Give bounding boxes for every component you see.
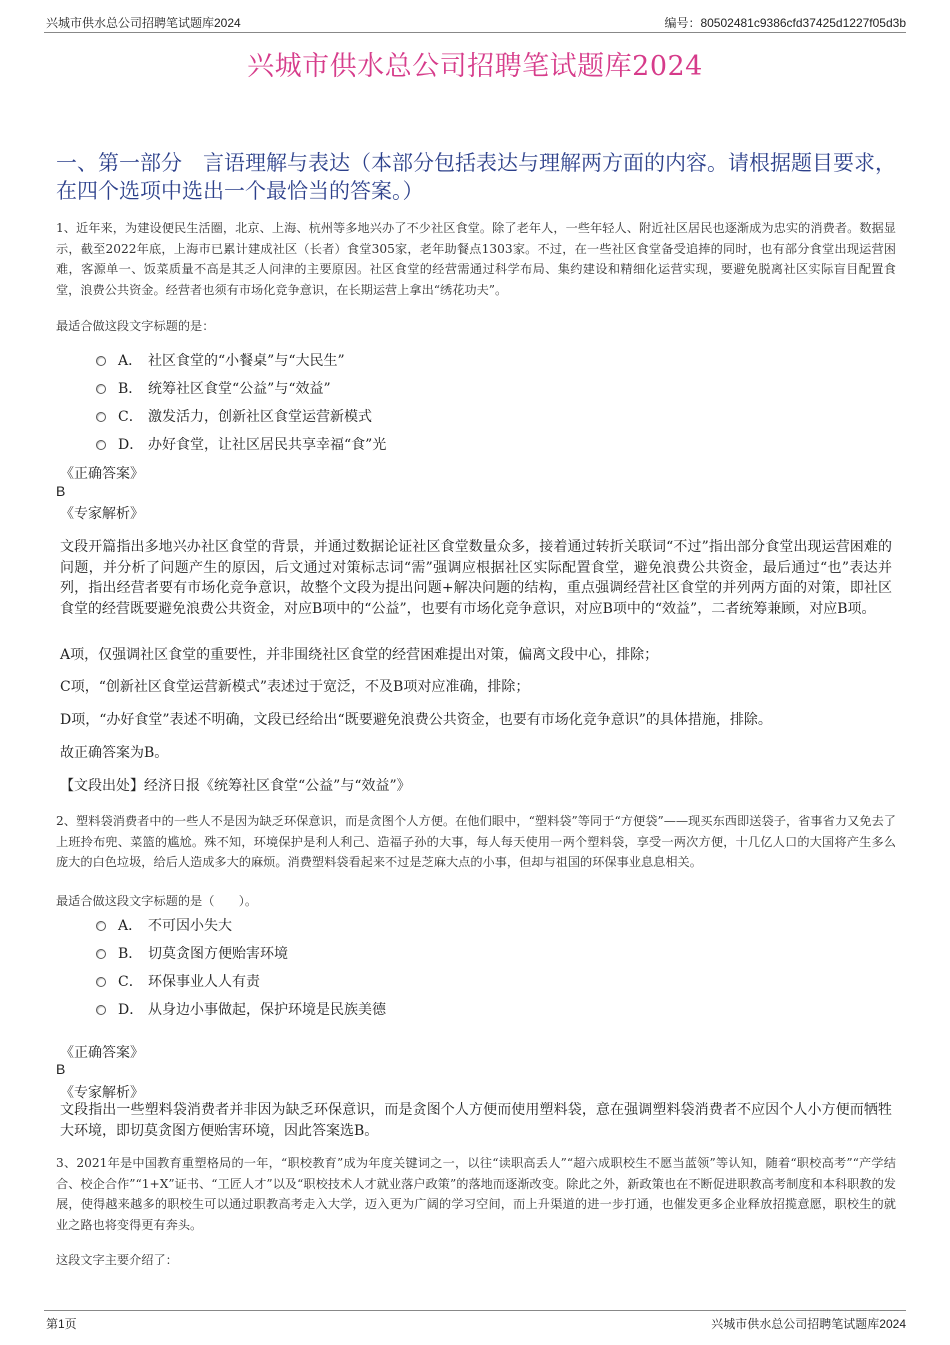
- option-letter: C．: [118, 409, 143, 425]
- section-heading: 一、第一部分 言语理解与表达（本部分包括表达与理解两方面的内容。请根据题目要求，在四个选项中选出一个最恰当的答案。）: [56, 151, 896, 203]
- footer-doc-title: 兴城市供水总公司招聘笔试题库2024: [711, 1317, 906, 1331]
- option-text: 不可因小失大: [148, 918, 232, 934]
- option-letter: D．: [118, 437, 144, 453]
- header-doc-id: 编号：80502481c9386cfd37425d1227f05d3b: [664, 16, 906, 30]
- q2-analysis-label: 《专家解析》: [60, 1085, 144, 1101]
- option-text: 统筹社区食堂“公益”与“效益”: [148, 381, 331, 397]
- footer-rule: [44, 1310, 906, 1311]
- q1-analysis-conclusion: 故正确答案为B。: [60, 745, 169, 761]
- radio-icon[interactable]: [96, 412, 106, 422]
- question-1-prompt: 最适合做这段文字标题的是：: [56, 319, 215, 333]
- question-2-text: 2、塑料袋消费者中的一些人不是因为缺乏环保意识，而是贪图个人方便。在他们眼中，“塑料袋”等同于“方便袋”——现买东西即送袋子，省事省力又免去了上班拎布兜、菜篮的尴尬。殊不知，环境保护是利人利己、造福子孙的大事，每人每天使用一两个塑料袋，享受一两次方便，十几亿人口的大国将产生多么庞大的白色垃圾，给后人造成多大的麻烦。消费塑料袋看起来不过是芝麻大点的小事，但却与祖国的环保事业息息相关。: [56, 814, 896, 869]
- option-text: 激发活力，创新社区食堂运营新模式: [148, 409, 372, 425]
- page-title: 兴城市供水总公司招聘笔试题库2024: [247, 51, 703, 82]
- option-letter: B．: [118, 381, 143, 397]
- q1-answer-label: 《正确答案》: [60, 466, 144, 482]
- option-text: 社区食堂的“小餐桌”与“大民生”: [148, 353, 345, 369]
- option-text: 办好食堂，让社区居民共享幸福“食”光: [148, 437, 387, 453]
- q2-analysis: 文段指出一些塑料袋消费者并非因为缺乏环保意识，而是贪图个人方便而使用塑料袋，意在强调塑料袋消费者不应因个人小方便而牺牲大环境，即切莫贪图方便贻害环境，因此答案选B。: [60, 1102, 892, 1139]
- option-letter: D．: [118, 1002, 144, 1018]
- option-letter: A．: [118, 918, 143, 934]
- question-3-prompt: 这段文字主要介绍了：: [56, 1253, 178, 1267]
- footer-page-number: 第1页: [46, 1317, 77, 1331]
- q1-answer: B: [56, 483, 66, 499]
- radio-icon[interactable]: [96, 977, 106, 987]
- question-3-text: 3、2021年是中国教育重塑格局的一年，“职校教育”成为年度关键词之一，以往“读职高丢人”“超六成职校生不愿当蓝领”等认知，随着“职校高考”“产学结合、校企合作”“1+X”证书、“工匠人才”以及“职校技术人才就业落户政策”的落地而逐渐改变。除此之外，新政策也在不断促进职教高考制度和本科职教的发展，使得越来越多的职校生可以通过职教高考走入大学，迈入更为广阔的学习空间，而上升渠道的进一步打通，也催发更多企业释放招揽意愿，职校生的就业之路也将变得更有奔头。: [56, 1156, 896, 1232]
- radio-icon[interactable]: [96, 949, 106, 959]
- radio-icon[interactable]: [96, 356, 106, 366]
- q1-analysis-c: C项，“创新社区食堂运营新模式”表述过于宽泛，不及B项对应准确，排除；: [60, 679, 530, 695]
- question-2-prompt: 最适合做这段文字标题的是（ ）。: [56, 894, 258, 908]
- q1-analysis-d: D项，“办好食堂”表述不明确，文段已经给出“既要避免浪费公共资金，也要有市场化竞争意识”的具体措施，排除。: [60, 712, 772, 728]
- q1-analysis-label: 《专家解析》: [60, 506, 144, 522]
- question-1-text: 1、近年来，为建设便民生活圈，北京、上海、杭州等多地兴办了不少社区食堂。除了老年人，一些年轻人、附近社区居民也逐渐成为忠实的消费者。数据显示，截至2022年底，上海市已累计建成社区（长者）食堂305家，老年助餐点1303家。不过，在一些社区食堂备受追捧的同时，也有部分食堂出现运营困难，客源单一、饭菜质量不高是其乏人问津的主要原因。社区食堂的经营需通过科学布局、集约建设和精细化运营实现，要避免脱离社区实际盲目配置食堂，浪费公共资金。经营者也须有市场化竞争意识，在长期运营上拿出“绣花功夫”。: [56, 221, 896, 297]
- header-rule: [44, 32, 906, 33]
- radio-icon[interactable]: [96, 921, 106, 931]
- q1-source: 【文段出处】经济日报《统筹社区食堂“公益”与“效益”》: [60, 778, 411, 794]
- q1-analysis-main: 文段开篇指出多地兴办社区食堂的背景，并通过数据论证社区食堂数量众多，接着通过转折关联词“不过”指出部分食堂出现运营困难的问题，并分析了问题产生的原因，后文通过对策标志词“需”强调应根据社区实际配置食堂，避免浪费公共资金，最后通过“也”表达并列，指出经营者要有市场化竞争意识，故整个文段为提出问题+解决问题的结构，重点强调经营社区食堂的并列两方面的对策，即社区食堂的经营既要避免浪费公共资金，对应B项中的“公益”，也要有市场化竞争意识，对应B项中的“效益”，二者统筹兼顾，对应B项。: [60, 539, 892, 617]
- option-letter: B．: [118, 946, 143, 962]
- header-doc-title: 兴城市供水总公司招聘笔试题库2024: [46, 16, 241, 30]
- option-text: 切莫贪图方便贻害环境: [148, 946, 288, 962]
- radio-icon[interactable]: [96, 384, 106, 394]
- q2-answer: B: [56, 1061, 66, 1077]
- option-letter: A．: [118, 353, 143, 369]
- option-text: 从身边小事做起，保护环境是民族美德: [148, 1002, 386, 1018]
- option-letter: C．: [118, 974, 143, 990]
- option-text: 环保事业人人有责: [148, 974, 260, 990]
- q1-analysis-a: A项，仅强调社区食堂的重要性，并非围绕社区食堂的经营困难提出对策，偏离文段中心，排除；: [60, 647, 659, 663]
- q2-answer-label: 《正确答案》: [60, 1045, 144, 1061]
- radio-icon[interactable]: [96, 1005, 106, 1015]
- radio-icon[interactable]: [96, 440, 106, 450]
